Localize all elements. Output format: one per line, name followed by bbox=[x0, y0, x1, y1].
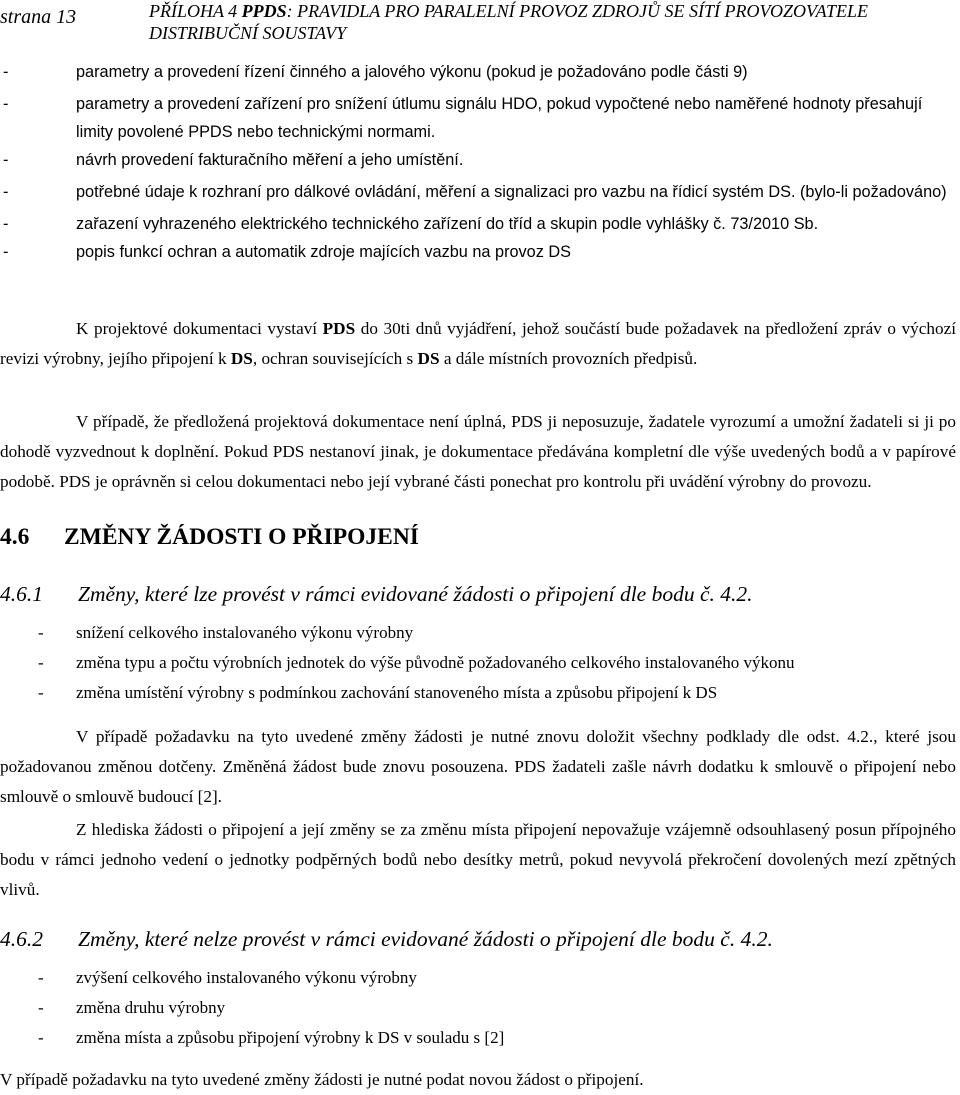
list-dash: - bbox=[38, 683, 44, 702]
list-item bbox=[0, 648, 960, 678]
list-item-text: změna druhu výrobny bbox=[76, 998, 226, 1017]
section-heading-4-6 bbox=[0, 519, 419, 555]
requirements-list bbox=[0, 58, 960, 266]
header-title-rest: : PRAVIDLA PRO PARALELNÍ PROVOZ ZDROJŮ SE SÍTÍ PROVOZOVATELE DISTRIBUČNÍ SOUSTAVY bbox=[149, 1, 868, 43]
list-item-text: popis funkcí ochran a automatik zdroje majících vazbu na provoz DS bbox=[76, 243, 572, 261]
list-item bbox=[0, 58, 960, 86]
list-dash: - bbox=[3, 183, 9, 201]
list-item bbox=[0, 1023, 960, 1053]
list-item-text: snížení celkového instalovaného výkonu výrobny bbox=[76, 623, 414, 642]
subsection-number: 4.6.1 bbox=[0, 582, 43, 606]
subsection-number: 4.6.2 bbox=[0, 927, 43, 951]
list-item-text: zvýšení celkového instalovaného výkonu výrobny bbox=[76, 968, 417, 987]
list-item-text: parametry a provedení zařízení pro snížení útlumu signálu HDO, pokud vypočtené nebo naměřené hodnoty přesahují limity povolené PPDS nebo technickými normami. bbox=[76, 95, 923, 141]
list-item bbox=[0, 963, 960, 993]
paragraph-documentation: K projektové dokumentaci vystaví PDS do 30ti dnů vyjádření, jehož součástí bude požadavek na předložení zpráv o výchozí revizi výrobny, jejího připojení k DS, ochran souvisejících s DS a dále místních provozních předpisů. bbox=[0, 319, 956, 368]
list-item bbox=[0, 178, 960, 206]
allowed-changes-list bbox=[0, 618, 960, 708]
list-dash: - bbox=[3, 215, 9, 233]
bold-term: DS bbox=[417, 349, 440, 368]
header-title-prefix: PŘÍLOHA 4 bbox=[149, 1, 242, 21]
paragraph-connection-point: Z hlediska žádosti o připojení a její změny se za změnu místa připojení nepovažuje vzájemně odsouhlasený posun přípojného bodu v rámci jednoho vedení o jednotky podpěrných bodů nebo desítky metrů, pokud nevyvolá překročení dovolených mezí zpětných vlivů. bbox=[0, 820, 956, 899]
list-item bbox=[0, 618, 960, 648]
list-item bbox=[0, 238, 960, 266]
page-header-title bbox=[149, 0, 949, 44]
page-number: strana 13 bbox=[0, 6, 77, 28]
list-item bbox=[0, 90, 960, 146]
list-item bbox=[0, 993, 960, 1023]
section-title: ZMĚNY ŽÁDOSTI O PŘIPOJENÍ bbox=[64, 524, 419, 550]
list-dash: - bbox=[3, 95, 9, 113]
bold-term: PDS bbox=[322, 319, 356, 338]
list-item-text: zařazení vyhrazeného elektrického technického zařízení do tříd a skupin podle vyhlášky č. 73/2010 Sb. bbox=[76, 215, 819, 233]
subsection-heading-4-6-2 bbox=[0, 922, 773, 956]
list-dash: - bbox=[3, 243, 9, 261]
subsection-heading-4-6-1 bbox=[0, 577, 753, 611]
list-item bbox=[0, 678, 960, 708]
disallowed-changes-list bbox=[0, 963, 960, 1053]
paragraph-incomplete-docs: V případě, že předložená projektová dokumentace není úplná, PDS ji neposuzuje, žadatele vyrozumí a umožní žadateli si ji po dohodě vyzvednout k doplnění. Pokud PDS nestanoví jinak, je dokumentace předávána kompletní dle výše uvedených bodů a v papírové podobě. PDS je oprávněn si celou dokumentaci nebo její vybrané části ponechat pro kontrolu při uvádění výrobny do provozu. bbox=[0, 412, 956, 491]
list-item-text: změna typu a počtu výrobních jednotek do výše původně požadovaného celkového instalovaného výkonu bbox=[76, 653, 795, 672]
list-dash: - bbox=[38, 968, 44, 987]
list-item-text: změna umístění výrobny s podmínkou zachování stanoveného místa a způsobu připojení k DS bbox=[76, 683, 718, 702]
list-item-text: změna místa a způsobu připojení výrobny k DS v souladu s [2] bbox=[76, 1028, 505, 1047]
list-item bbox=[0, 146, 960, 174]
list-dash: - bbox=[3, 151, 9, 169]
list-dash: - bbox=[38, 998, 44, 1017]
paragraph-change-request: V případě požadavku na tyto uvedené změny žádosti je nutné znovu doložit všechny podklady dle odst. 4.2., které jsou požadovanou změnou dotčeny. Změněná žádost bude znovu posouzena. PDS žadateli zašle návrh dodatku k smlouvě o připojení nebo smlouvě o smlouvě budoucí [2]. bbox=[0, 727, 956, 806]
list-item-text: potřebné údaje k rozhraní pro dálkové ovládání, měření a signalizaci pro vazbu na řídicí systém DS. (bylo-li požadováno) bbox=[76, 183, 947, 201]
bold-term: DS bbox=[230, 349, 253, 368]
paragraph-closing: V případě požadavku na tyto uvedené změny žádosti je nutné podat novou žádost o připojení. bbox=[0, 1070, 644, 1089]
section-number: 4.6 bbox=[0, 524, 30, 550]
subsection-title: Změny, které nelze provést v rámci evidované žádosti o připojení dle bodu č. 4.2. bbox=[78, 927, 773, 951]
list-item-text: návrh provedení fakturačního měření a jeho umístění. bbox=[76, 151, 464, 169]
subsection-title: Změny, které lze provést v rámci evidované žádosti o připojení dle bodu č. 4.2. bbox=[78, 582, 753, 606]
list-dash: - bbox=[38, 653, 44, 672]
list-item bbox=[0, 210, 960, 238]
list-dash: - bbox=[3, 63, 9, 81]
list-dash: - bbox=[38, 1028, 44, 1047]
list-item-text: parametry a provedení řízení činného a jalového výkonu (pokud je požadováno podle části 9) bbox=[76, 63, 748, 81]
header-title-bold: PPDS bbox=[241, 1, 287, 21]
list-dash: - bbox=[38, 623, 44, 642]
